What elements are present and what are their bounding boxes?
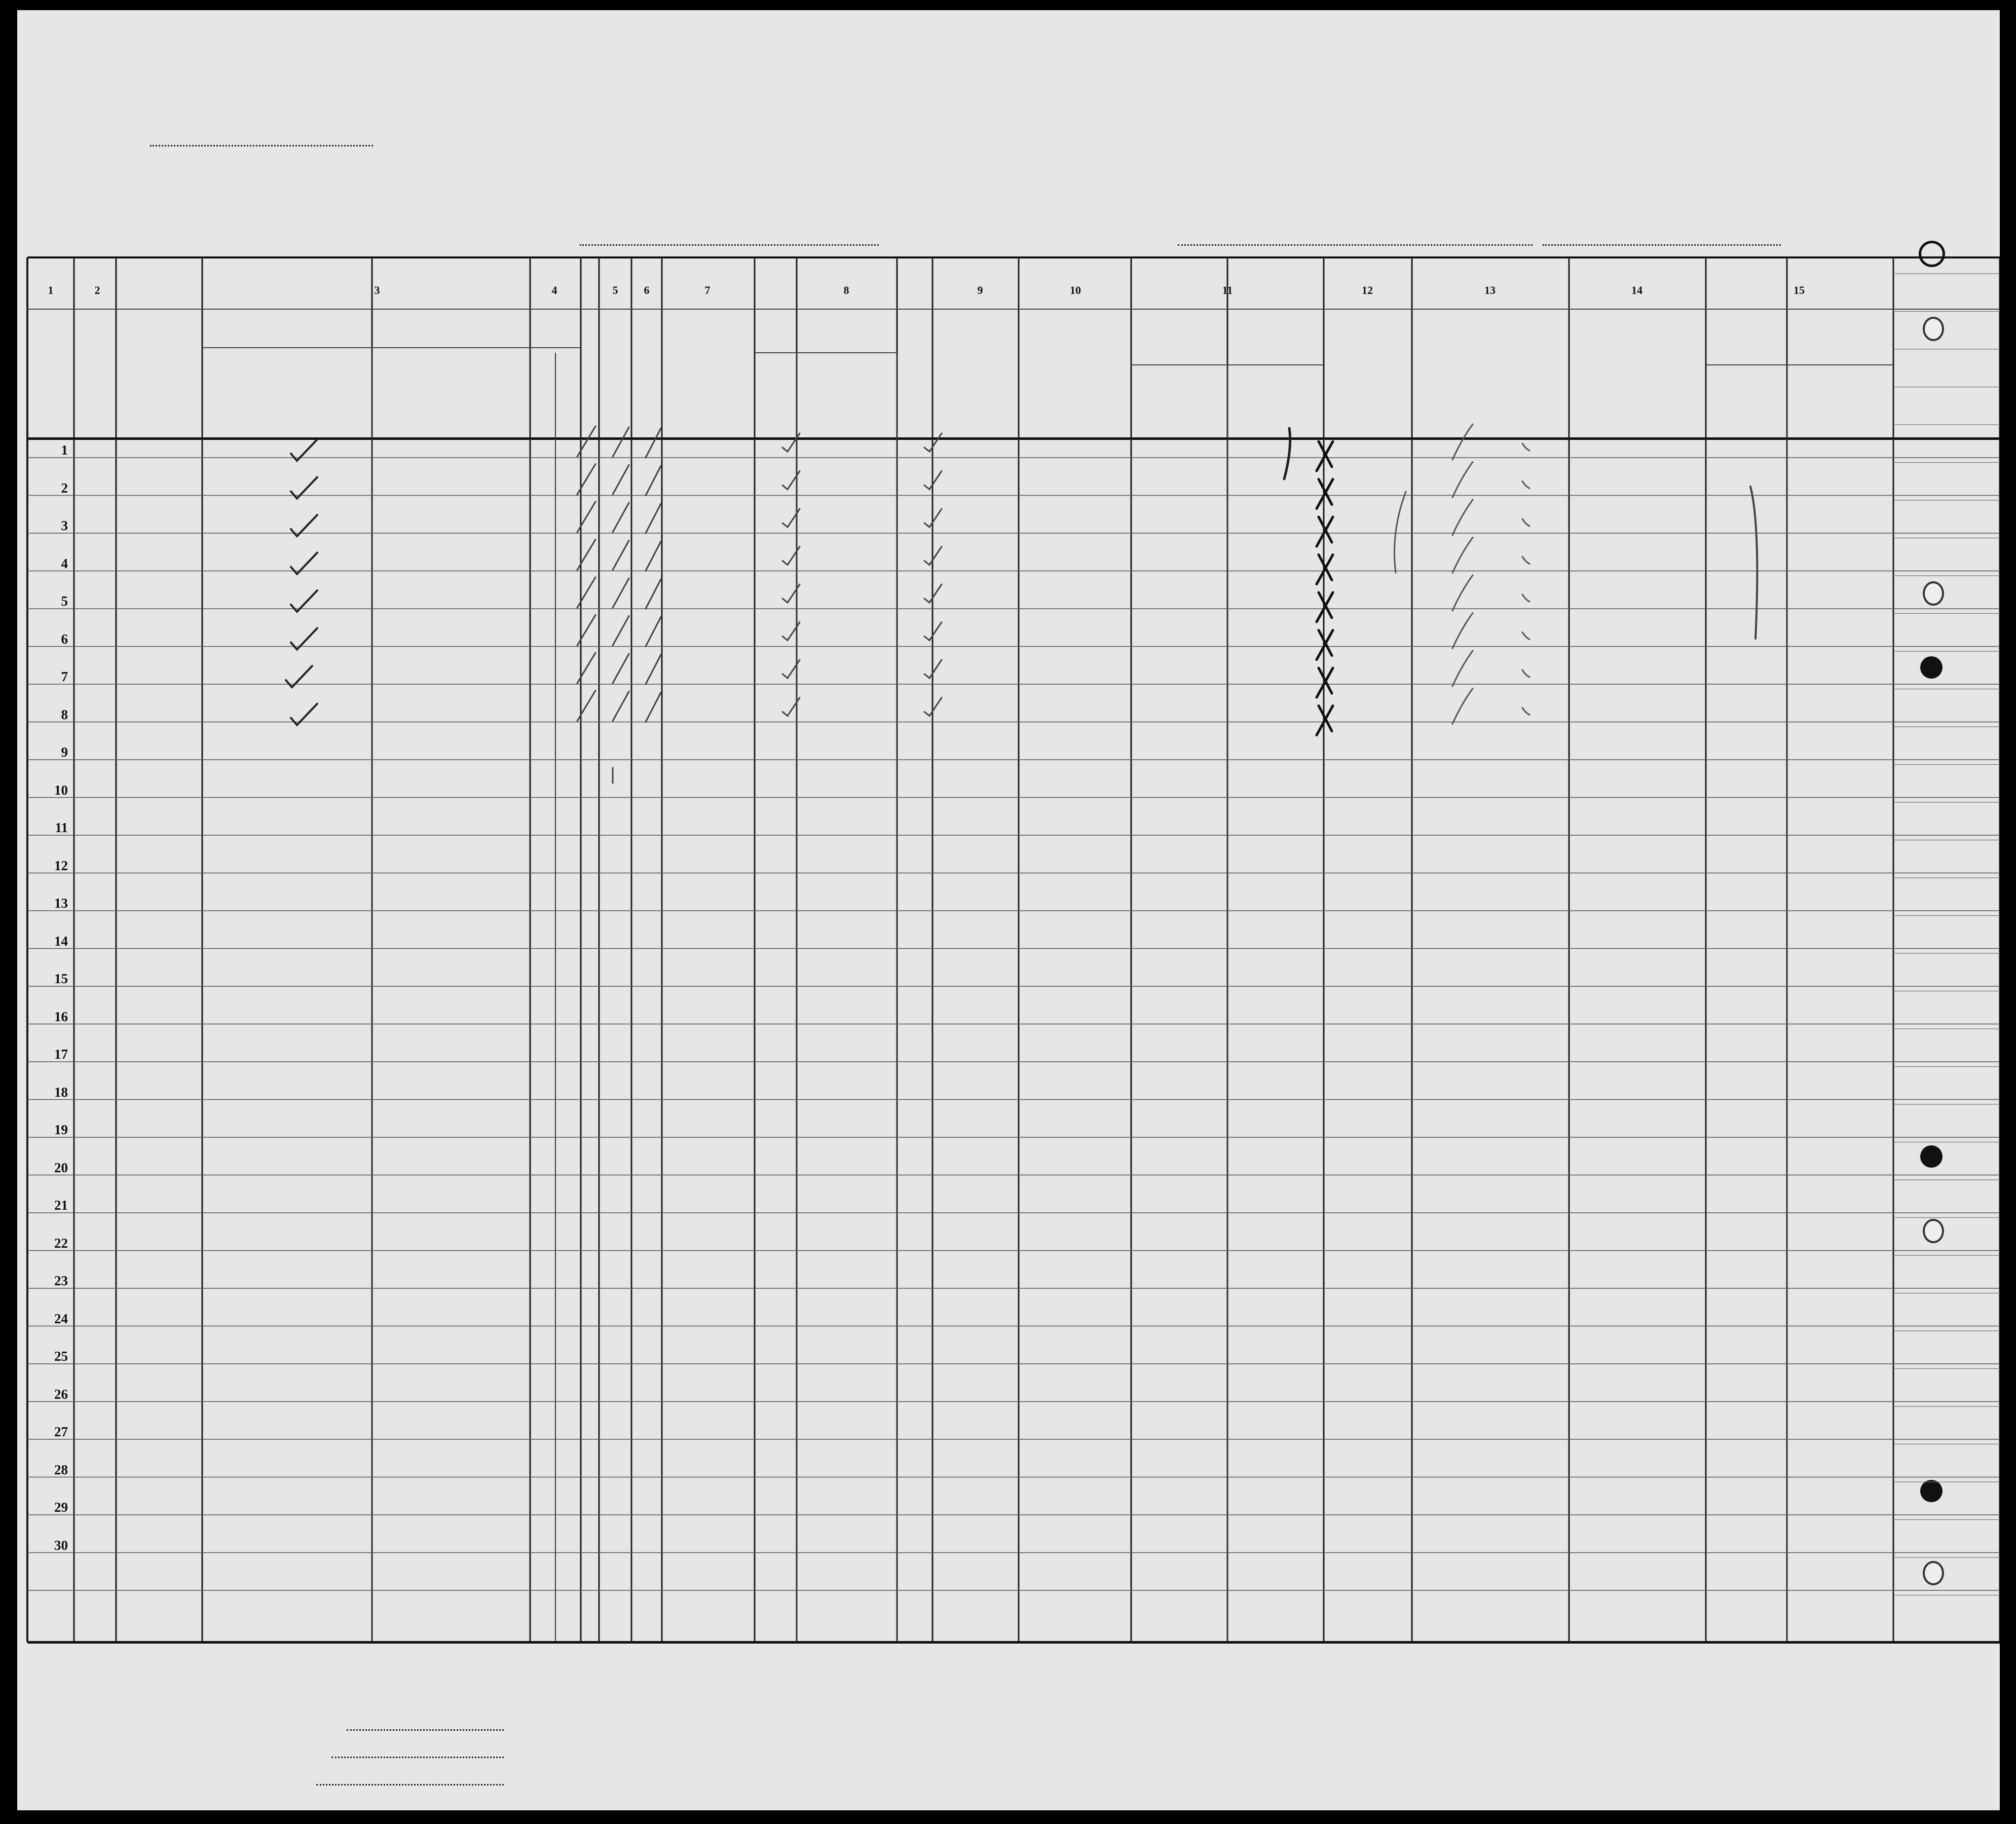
row-number: 5 [61,593,68,609]
row-number: 18 [54,1084,68,1100]
row-number: 19 [54,1122,68,1137]
footer-aliens-line [316,1784,504,1785]
column-number-13: 13 [1484,284,1496,296]
row-number: 25 [54,1349,68,1364]
row-number: 16 [54,1009,68,1024]
hand-marks [17,10,2000,1810]
column-number-9: 9 [977,284,983,296]
row-number: 4 [61,555,68,571]
row-number: 2 [61,480,68,496]
row-number: 6 [61,631,68,647]
column-number-8: 8 [843,284,849,296]
row-number: 28 [54,1462,68,1477]
row-number: 14 [54,933,68,949]
column-number-14: 14 [1631,284,1642,296]
column-number-5: 5 [612,284,618,296]
column-number-7: 7 [704,284,711,296]
row-number: 24 [54,1311,68,1326]
row-number: 21 [54,1198,68,1213]
column-number-12: 12 [1362,284,1373,296]
row-number: 13 [54,896,68,911]
row-number: 29 [54,1500,68,1515]
column-number-2: 2 [94,284,100,296]
footer-us-line [331,1757,504,1758]
column-number-3: 3 [374,284,380,296]
column-number-15: 15 [1794,284,1805,296]
column-number-1: 1 [48,284,54,296]
footer-total-line [347,1729,504,1731]
row-number: 3 [61,518,68,533]
row-number: 17 [54,1047,68,1062]
row-number: 15 [54,971,68,986]
row-number: 30 [54,1537,68,1553]
row-number: 1 [61,442,68,458]
row-number: 10 [54,782,68,798]
row-number: 22 [54,1235,68,1251]
row-number: 26 [54,1386,68,1402]
row-number: 7 [61,669,68,684]
row-number: 20 [54,1160,68,1175]
column-number-10: 10 [1070,284,1081,296]
manifest-sheet [17,10,2000,1810]
row-number: 23 [54,1273,68,1288]
column-number-11: 11 [1222,284,1233,296]
column-number-4: 4 [551,284,557,296]
row-number: 9 [61,745,68,760]
row-number: 12 [54,858,68,873]
column-number-6: 6 [644,284,650,296]
row-number: 27 [54,1424,68,1439]
row-number: 8 [61,706,68,722]
row-number: 11 [55,820,68,835]
